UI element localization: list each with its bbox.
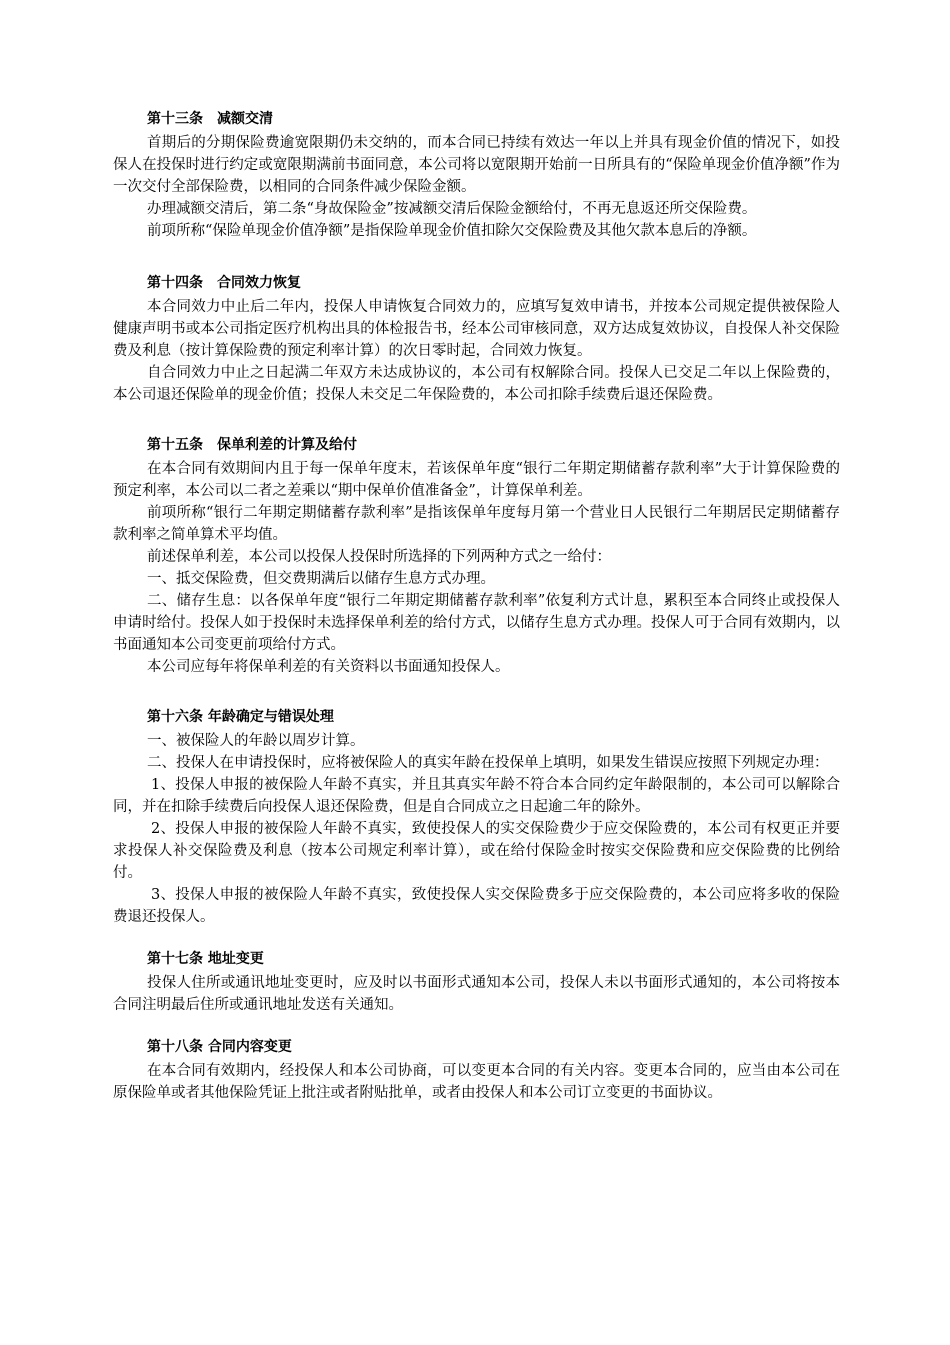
paragraph: 本公司应每年将保单利差的有关资料以书面通知投保人。 xyxy=(147,659,510,675)
document-page xyxy=(113,108,840,1104)
paragraph: 前项所称“银行二年期定期储蓄存款利率”是指该保单年度每月第一个营业日人民银行二年期居民定期储蓄存款利率之简单算术平均值。 xyxy=(113,505,840,543)
paragraph: 本合同效力中止后二年内，投保人申请恢复合同效力的，应填写复效申请书，并按本公司规定提供被保险人健康声明书或本公司指定医疗机构出具的体检报告书，经本公司审核同意，双方达成复效协议，自投保人补交保险费及利息（按计算保险费的预定利率计算）的次日零时起，合同效力恢复。 xyxy=(113,299,840,359)
article-13 xyxy=(113,108,840,242)
paragraph: 一、抵交保险费，但交费期满后以储存生息方式办理。 xyxy=(147,571,495,587)
paragraph: 自合同效力中止之日起满二年双方未达成协议的，本公司有权解除合同。投保人已交足二年以上保险费的，本公司退还保险单的现金价值；投保人未交足二年保险费的，本公司扣除手续费后退还保险费。 xyxy=(113,365,840,403)
paragraph: 在本合同有效期间内且于每一保单年度末，若该保单年度“银行二年期定期储蓄存款利率”大于计算保险费的预定利率，本公司以二者之差乘以“期中保单价值准备金”，计算保单利差。 xyxy=(113,461,840,499)
article-14 xyxy=(113,272,840,406)
paragraph: 在本合同有效期内，经投保人和本公司协商，可以变更本合同的有关内容。变更本合同的，应当由本公司在原保险单或者其他保险凭证上批注或者附贴批单，或者由投保人和本公司订立变更的书面协议。 xyxy=(113,1063,840,1101)
paragraph: 二、储存生息：以各保单年度“银行二年期定期储蓄存款利率”依复利方式计息，累积至本合同终止或投保人申请时给付。投保人如于投保时未选择保单利差的给付方式，以储存生息方式办理。投保人可于合同有效期内，以书面通知本公司变更前项给付方式。 xyxy=(113,593,840,653)
paragraph: 2、投保人申报的被保险人年龄不真实，致使投保人的实交保险费少于应交保险费的，本公司有权更正并要求投保人补交保险费及利息（按本公司规定利率计算），或在给付保险金时按实交保险费和应交保险费的比例给付。 xyxy=(113,821,840,881)
article-15 xyxy=(113,434,840,678)
paragraph: 办理减额交清后，第二条“身故保险金”按减额交清后保险金额给付，不再无息返还所交保险费。 xyxy=(147,201,757,217)
paragraph: 二、投保人在申请投保时，应将被保险人的真实年龄在投保单上填明，如果发生错误应按照下列规定办理： xyxy=(147,755,829,771)
paragraph: 前项所称“保险单现金价值净额”是指保险单现金价值扣除欠交保险费及其他欠款本息后的净额。 xyxy=(147,223,757,239)
paragraph: 3、投保人申报的被保险人年龄不真实，致使投保人实交保险费多于应交保险费的，本公司应将多收的保险费退还投保人。 xyxy=(113,887,840,925)
article-heading: 第十三条 减额交清 xyxy=(147,111,273,127)
article-heading: 第十六条 年龄确定与错误处理 xyxy=(147,709,334,725)
paragraph: 1、投保人申报的被保险人年龄不真实，并且其真实年龄不符合本合同约定年龄限制的，本公司可以解除合同，并在扣除手续费后向投保人退还保险费，但是自合同成立之日起逾二年的除外。 xyxy=(113,777,840,815)
article-18 xyxy=(113,1036,840,1104)
article-heading: 第十七条 地址变更 xyxy=(147,951,264,967)
article-heading: 第十八条 合同内容变更 xyxy=(147,1039,292,1055)
paragraph: 投保人住所或通讯地址变更时，应及时以书面形式通知本公司，投保人未以书面形式通知的，本公司将按本合同注明最后住所或通讯地址发送有关通知。 xyxy=(113,975,840,1013)
article-heading: 第十四条 合同效力恢复 xyxy=(147,275,301,291)
article-17 xyxy=(113,948,840,1016)
paragraph: 一、被保险人的年龄以周岁计算。 xyxy=(147,733,365,749)
paragraph: 首期后的分期保险费逾宽限期仍未交纳的，而本合同已持续有效达一年以上并具有现金价值的情况下，如投保人在投保时进行约定或宽限期满前书面同意，本公司将以宽限期开始前一日所具有的“保险单现金价值净额”作为一次交付全部保险费，以相同的合同条件减少保险金额。 xyxy=(113,135,840,195)
article-heading: 第十五条 保单利差的计算及给付 xyxy=(147,437,357,453)
article-16 xyxy=(113,706,840,928)
paragraph: 前述保单利差，本公司以投保人投保时所选择的下列两种方式之一给付： xyxy=(147,549,611,565)
